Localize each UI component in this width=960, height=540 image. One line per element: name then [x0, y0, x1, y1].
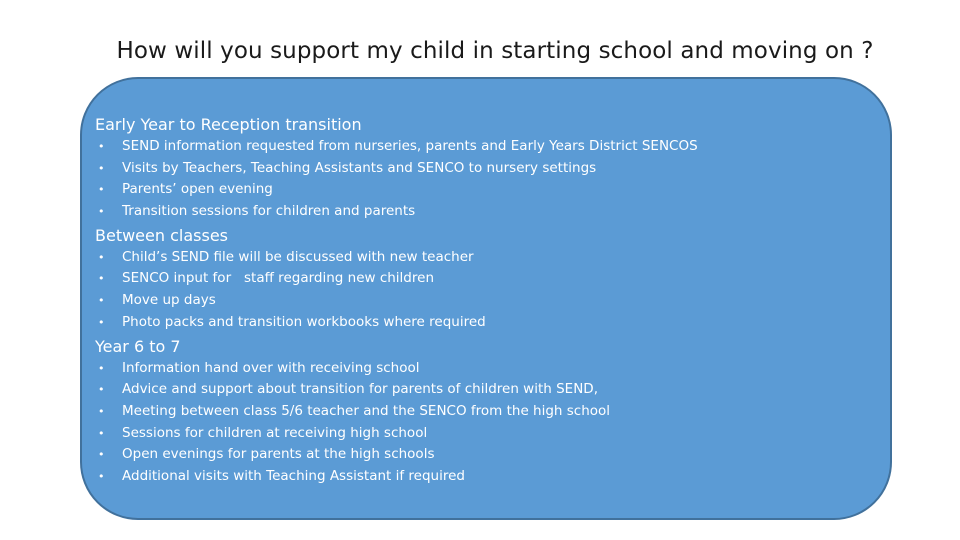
section-heading: Early Year to Reception transition [95, 115, 362, 134]
bullet-icon: • [98, 361, 105, 375]
bullet-icon: • [98, 272, 105, 286]
bullet-list [95, 358, 885, 488]
list-item-text: Meeting between class 5/6 teacher and the SENCO from the high school [122, 402, 611, 419]
bullet-icon: • [98, 161, 105, 175]
bullet-icon: • [98, 183, 105, 197]
list-item [95, 401, 885, 423]
list-item-text: Photo packs and transition workbooks where required [122, 313, 486, 330]
list-item-text: Move up days [122, 292, 216, 309]
list-item-text: Information hand over with receiving school [122, 359, 420, 376]
list-item [95, 179, 885, 201]
list-item-text: Parents’ open evening [122, 181, 273, 198]
slide-title: How will you support my child in starting school and moving on ? [116, 38, 874, 64]
list-item [95, 312, 885, 334]
list-item-text: Additional visits with Teaching Assistant if required [122, 467, 465, 484]
list-item [95, 358, 885, 380]
section-year-6-to-7 [95, 336, 885, 488]
list-item [95, 136, 885, 158]
bullet-icon: • [98, 294, 105, 308]
bullet-icon: • [98, 315, 105, 329]
list-item-text: Transition sessions for children and parents [122, 203, 416, 220]
section-early-years [95, 114, 885, 223]
bullet-icon: • [98, 448, 105, 462]
bullet-list [95, 136, 885, 223]
panel-content [95, 114, 885, 488]
bullet-icon: • [98, 140, 105, 153]
list-item [95, 466, 885, 488]
section-heading: Between classes [95, 225, 228, 245]
list-item [95, 201, 885, 223]
list-item [95, 158, 885, 180]
list-item-text: Sessions for children at receiving high school [122, 424, 428, 441]
bullet-icon: • [98, 383, 105, 397]
list-item-text: Advice and support about transition for parents of children with SEND, [122, 381, 598, 398]
list-item-text: Visits by Teachers, Teaching Assistants and SENCO to nursery settings [122, 159, 597, 176]
bullet-icon: • [98, 205, 105, 219]
list-item [95, 290, 885, 312]
list-item-text: Child’s SEND file will be discussed with new teacher [122, 248, 474, 265]
list-item-text: Open evenings for parents at the high schools [122, 446, 435, 463]
section-heading: Year 6 to 7 [95, 336, 181, 356]
list-item [95, 423, 885, 445]
list-item [95, 268, 885, 290]
bullet-icon: • [98, 426, 105, 440]
list-item-text: SEND information requested from nurseries, parents and Early Years District SENCOS [122, 138, 698, 154]
list-item [95, 444, 885, 466]
bullet-list [95, 247, 885, 334]
list-item-text: SENCO input for staff regarding new children [122, 270, 434, 287]
bullet-icon: • [98, 250, 105, 264]
list-item [95, 379, 885, 401]
bullet-icon: • [98, 404, 105, 418]
list-item [95, 247, 885, 269]
bullet-icon: • [98, 469, 105, 483]
section-between-classes [95, 225, 885, 334]
